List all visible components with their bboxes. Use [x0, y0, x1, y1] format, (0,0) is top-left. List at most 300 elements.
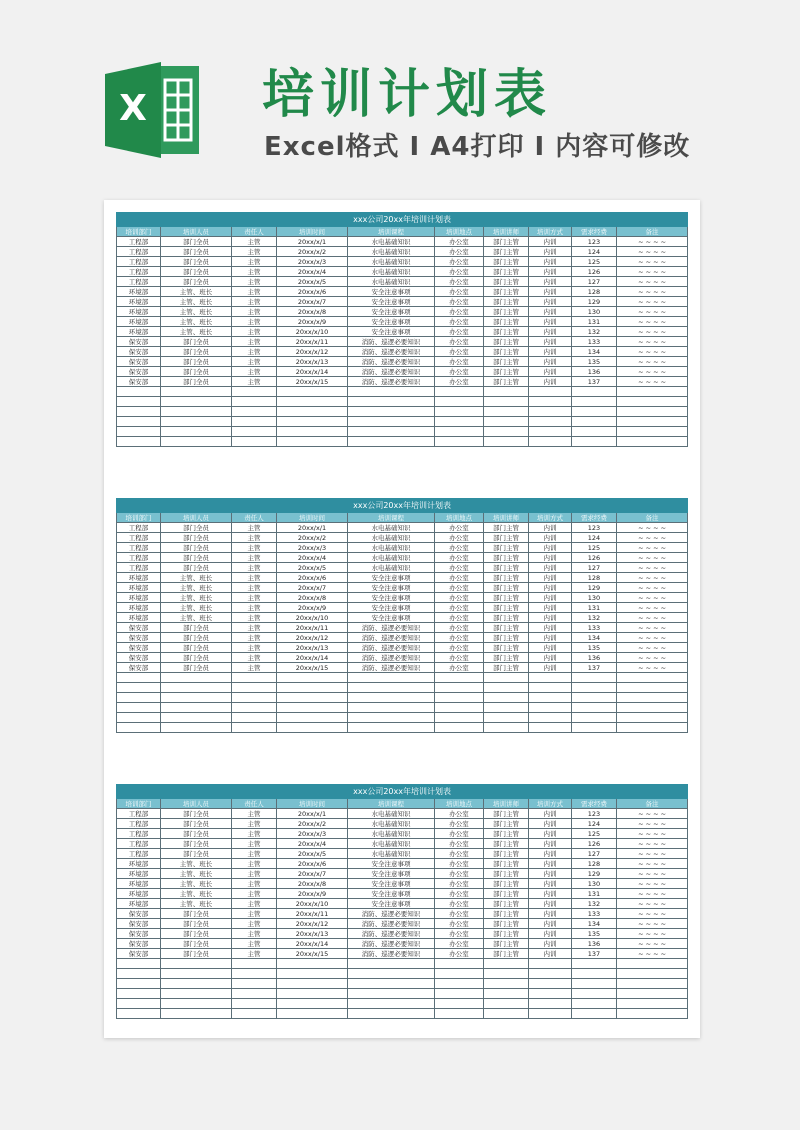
empty-cell[interactable] [484, 407, 529, 417]
table-cell[interactable]: 安全注意事项 [348, 603, 435, 613]
table-cell[interactable]: 20xx/x/9 [277, 603, 348, 613]
empty-cell[interactable] [572, 989, 617, 999]
empty-cell[interactable] [348, 673, 435, 683]
table-cell[interactable]: 部门主管 [484, 909, 529, 919]
table-cell[interactable]: ~ ~ ~ ~ [617, 277, 688, 287]
table-cell[interactable]: 主管 [232, 277, 277, 287]
empty-cell[interactable] [232, 427, 277, 437]
table-cell[interactable]: 主管 [232, 653, 277, 663]
table-cell[interactable]: 部门全员 [161, 367, 232, 377]
table-cell[interactable]: 办公室 [435, 307, 484, 317]
table-cell[interactable]: 132 [572, 613, 617, 623]
empty-cell[interactable] [617, 387, 688, 397]
empty-cell[interactable] [232, 959, 277, 969]
empty-cell[interactable] [348, 417, 435, 427]
table-cell[interactable]: 部门全员 [161, 949, 232, 959]
table-cell[interactable]: 办公室 [435, 663, 484, 673]
table-cell[interactable]: 内训 [529, 929, 572, 939]
table-cell[interactable]: 主管 [232, 889, 277, 899]
table-cell[interactable]: 内训 [529, 367, 572, 377]
table-cell[interactable]: 办公室 [435, 247, 484, 257]
empty-cell[interactable] [572, 387, 617, 397]
empty-cell[interactable] [484, 437, 529, 447]
empty-cell[interactable] [529, 673, 572, 683]
empty-cell[interactable] [232, 979, 277, 989]
table-cell[interactable]: 部门全员 [161, 247, 232, 257]
table-cell[interactable]: 20xx/x/9 [277, 317, 348, 327]
table-cell[interactable]: 主管 [232, 879, 277, 889]
empty-cell[interactable] [435, 427, 484, 437]
table-cell[interactable]: 部门全员 [161, 357, 232, 367]
table-cell[interactable]: 部门主管 [484, 317, 529, 327]
table-cell[interactable]: 环境部 [117, 603, 161, 613]
table-cell[interactable]: 125 [572, 543, 617, 553]
table-cell[interactable]: 20xx/x/7 [277, 297, 348, 307]
table-cell[interactable]: 主管 [232, 307, 277, 317]
table-cell[interactable]: ~ ~ ~ ~ [617, 859, 688, 869]
table-cell[interactable]: 办公室 [435, 819, 484, 829]
empty-cell[interactable] [529, 703, 572, 713]
table-cell[interactable]: 部门主管 [484, 613, 529, 623]
table-cell[interactable]: ~ ~ ~ ~ [617, 603, 688, 613]
empty-cell[interactable] [617, 417, 688, 427]
table-cell[interactable]: 部门主管 [484, 593, 529, 603]
table-cell[interactable]: 工程部 [117, 543, 161, 553]
table-cell[interactable]: 工程部 [117, 819, 161, 829]
empty-cell[interactable] [617, 683, 688, 693]
empty-cell[interactable] [161, 989, 232, 999]
table-cell[interactable]: ~ ~ ~ ~ [617, 839, 688, 849]
table-cell[interactable]: 主管 [232, 267, 277, 277]
table-cell[interactable]: 办公室 [435, 603, 484, 613]
table-cell[interactable]: 水电基础知识 [348, 247, 435, 257]
table-cell[interactable]: 主管、班长 [161, 879, 232, 889]
empty-cell[interactable] [484, 683, 529, 693]
empty-cell[interactable] [117, 683, 161, 693]
table-cell[interactable]: 消防、巡逻必要知识 [348, 663, 435, 673]
table-cell[interactable]: 部门主管 [484, 563, 529, 573]
table-cell[interactable]: 内训 [529, 287, 572, 297]
table-cell[interactable]: 129 [572, 583, 617, 593]
empty-cell[interactable] [117, 397, 161, 407]
table-cell[interactable]: 消防、巡逻必要知识 [348, 367, 435, 377]
table-cell[interactable]: 环境部 [117, 869, 161, 879]
table-cell[interactable]: 124 [572, 247, 617, 257]
table-cell[interactable]: ~ ~ ~ ~ [617, 543, 688, 553]
table-cell[interactable]: 20xx/x/13 [277, 643, 348, 653]
table-cell[interactable]: 内训 [529, 949, 572, 959]
table-cell[interactable]: 20xx/x/3 [277, 543, 348, 553]
table-cell[interactable]: 内训 [529, 523, 572, 533]
table-cell[interactable]: 部门全员 [161, 929, 232, 939]
table-cell[interactable]: 137 [572, 949, 617, 959]
table-cell[interactable]: 部门主管 [484, 297, 529, 307]
empty-cell[interactable] [117, 417, 161, 427]
table-cell[interactable]: 办公室 [435, 377, 484, 387]
table-cell[interactable]: 内训 [529, 819, 572, 829]
table-cell[interactable]: 125 [572, 829, 617, 839]
table-cell[interactable]: ~ ~ ~ ~ [617, 909, 688, 919]
empty-cell[interactable] [435, 673, 484, 683]
table-cell[interactable]: 办公室 [435, 347, 484, 357]
table-cell[interactable]: 保安部 [117, 919, 161, 929]
table-cell[interactable]: 136 [572, 939, 617, 949]
table-cell[interactable]: 20xx/x/15 [277, 663, 348, 673]
table-cell[interactable]: 20xx/x/4 [277, 553, 348, 563]
empty-cell[interactable] [277, 673, 348, 683]
table-cell[interactable]: 部门主管 [484, 919, 529, 929]
empty-cell[interactable] [484, 999, 529, 1009]
empty-cell[interactable] [617, 959, 688, 969]
table-cell[interactable]: ~ ~ ~ ~ [617, 347, 688, 357]
table-cell[interactable]: 20xx/x/6 [277, 287, 348, 297]
empty-cell[interactable] [277, 407, 348, 417]
empty-cell[interactable] [161, 437, 232, 447]
table-cell[interactable]: ~ ~ ~ ~ [617, 633, 688, 643]
empty-cell[interactable] [348, 437, 435, 447]
empty-cell[interactable] [529, 407, 572, 417]
table-cell[interactable]: ~ ~ ~ ~ [617, 889, 688, 899]
empty-cell[interactable] [617, 989, 688, 999]
table-cell[interactable]: ~ ~ ~ ~ [617, 553, 688, 563]
table-cell[interactable]: 环境部 [117, 573, 161, 583]
empty-cell[interactable] [348, 989, 435, 999]
table-cell[interactable]: 部门全员 [161, 663, 232, 673]
table-cell[interactable]: 主管、班长 [161, 307, 232, 317]
table-cell[interactable]: 20xx/x/1 [277, 237, 348, 247]
table-cell[interactable]: 水电基础知识 [348, 849, 435, 859]
table-cell[interactable]: 安全注意事项 [348, 899, 435, 909]
table-cell[interactable]: 133 [572, 909, 617, 919]
table-cell[interactable]: 主管 [232, 929, 277, 939]
table-cell[interactable]: 办公室 [435, 327, 484, 337]
table-cell[interactable]: 部门主管 [484, 247, 529, 257]
table-cell[interactable]: 内训 [529, 297, 572, 307]
table-cell[interactable]: 环境部 [117, 287, 161, 297]
table-cell[interactable]: 内训 [529, 899, 572, 909]
table-cell[interactable]: 部门主管 [484, 307, 529, 317]
empty-cell[interactable] [617, 713, 688, 723]
table-cell[interactable]: ~ ~ ~ ~ [617, 367, 688, 377]
table-cell[interactable]: ~ ~ ~ ~ [617, 849, 688, 859]
table-cell[interactable]: 20xx/x/2 [277, 819, 348, 829]
table-cell[interactable]: 20xx/x/7 [277, 583, 348, 593]
empty-cell[interactable] [484, 959, 529, 969]
table-cell[interactable]: 办公室 [435, 563, 484, 573]
table-cell[interactable]: 保安部 [117, 653, 161, 663]
empty-cell[interactable] [277, 397, 348, 407]
table-cell[interactable]: ~ ~ ~ ~ [617, 287, 688, 297]
table-cell[interactable]: 环境部 [117, 307, 161, 317]
table-cell[interactable]: ~ ~ ~ ~ [617, 237, 688, 247]
empty-cell[interactable] [348, 397, 435, 407]
table-cell[interactable]: 消防、巡逻必要知识 [348, 357, 435, 367]
table-cell[interactable]: 保安部 [117, 357, 161, 367]
table-cell[interactable]: 20xx/x/8 [277, 879, 348, 889]
table-cell[interactable]: ~ ~ ~ ~ [617, 267, 688, 277]
empty-cell[interactable] [277, 417, 348, 427]
table-cell[interactable]: 部门主管 [484, 899, 529, 909]
table-cell[interactable]: 办公室 [435, 909, 484, 919]
empty-cell[interactable] [529, 959, 572, 969]
empty-cell[interactable] [161, 683, 232, 693]
table-cell[interactable]: 办公室 [435, 257, 484, 267]
empty-cell[interactable] [232, 387, 277, 397]
empty-cell[interactable] [484, 427, 529, 437]
table-cell[interactable]: 主管 [232, 357, 277, 367]
table-cell[interactable]: ~ ~ ~ ~ [617, 613, 688, 623]
empty-cell[interactable] [232, 969, 277, 979]
empty-cell[interactable] [529, 979, 572, 989]
empty-cell[interactable] [117, 999, 161, 1009]
table-cell[interactable]: 部门全员 [161, 623, 232, 633]
table-cell[interactable]: ~ ~ ~ ~ [617, 357, 688, 367]
table-cell[interactable]: 办公室 [435, 899, 484, 909]
table-cell[interactable]: 部门主管 [484, 543, 529, 553]
table-cell[interactable]: 内训 [529, 849, 572, 859]
table-cell[interactable]: 保安部 [117, 367, 161, 377]
table-cell[interactable]: ~ ~ ~ ~ [617, 929, 688, 939]
empty-cell[interactable] [232, 673, 277, 683]
empty-cell[interactable] [435, 397, 484, 407]
table-cell[interactable]: 123 [572, 523, 617, 533]
empty-cell[interactable] [617, 979, 688, 989]
table-cell[interactable]: 部门主管 [484, 839, 529, 849]
table-cell[interactable]: 安全注意事项 [348, 613, 435, 623]
table-cell[interactable]: 安全注意事项 [348, 583, 435, 593]
table-cell[interactable]: ~ ~ ~ ~ [617, 317, 688, 327]
empty-cell[interactable] [529, 397, 572, 407]
table-cell[interactable]: 134 [572, 347, 617, 357]
table-cell[interactable]: ~ ~ ~ ~ [617, 879, 688, 889]
table-cell[interactable]: 主管 [232, 563, 277, 573]
table-cell[interactable]: 水电基础知识 [348, 543, 435, 553]
empty-cell[interactable] [529, 693, 572, 703]
table-cell[interactable]: 内训 [529, 563, 572, 573]
table-cell[interactable]: 办公室 [435, 533, 484, 543]
empty-cell[interactable] [277, 979, 348, 989]
empty-cell[interactable] [277, 1009, 348, 1019]
empty-cell[interactable] [117, 407, 161, 417]
empty-cell[interactable] [484, 673, 529, 683]
table-cell[interactable]: 消防、巡逻必要知识 [348, 633, 435, 643]
empty-cell[interactable] [572, 437, 617, 447]
empty-cell[interactable] [572, 713, 617, 723]
table-cell[interactable]: 内训 [529, 909, 572, 919]
table-cell[interactable]: 主管 [232, 909, 277, 919]
empty-cell[interactable] [161, 417, 232, 427]
table-cell[interactable]: 124 [572, 533, 617, 543]
table-cell[interactable]: ~ ~ ~ ~ [617, 663, 688, 673]
table-cell[interactable]: 126 [572, 839, 617, 849]
table-cell[interactable]: 内训 [529, 939, 572, 949]
table-cell[interactable]: 主管 [232, 949, 277, 959]
table-cell[interactable]: 安全注意事项 [348, 307, 435, 317]
table-cell[interactable]: 部门主管 [484, 257, 529, 267]
table-cell[interactable]: ~ ~ ~ ~ [617, 869, 688, 879]
table-cell[interactable]: 部门主管 [484, 869, 529, 879]
table-cell[interactable]: 办公室 [435, 287, 484, 297]
table-cell[interactable]: 工程部 [117, 247, 161, 257]
empty-cell[interactable] [435, 407, 484, 417]
table-cell[interactable]: 内训 [529, 317, 572, 327]
table-cell[interactable]: 内训 [529, 653, 572, 663]
table-cell[interactable]: 内训 [529, 869, 572, 879]
empty-cell[interactable] [435, 387, 484, 397]
table-cell[interactable]: 主管 [232, 633, 277, 643]
table-cell[interactable]: 安全注意事项 [348, 317, 435, 327]
table-cell[interactable]: 主管 [232, 839, 277, 849]
table-cell[interactable]: 部门主管 [484, 859, 529, 869]
table-cell[interactable]: 办公室 [435, 643, 484, 653]
table-cell[interactable]: 内训 [529, 829, 572, 839]
table-cell[interactable]: 内训 [529, 859, 572, 869]
empty-cell[interactable] [117, 989, 161, 999]
table-cell[interactable]: 主管 [232, 859, 277, 869]
empty-cell[interactable] [435, 693, 484, 703]
table-cell[interactable]: 水电基础知识 [348, 267, 435, 277]
table-cell[interactable]: 20xx/x/2 [277, 533, 348, 543]
table-cell[interactable]: 水电基础知识 [348, 829, 435, 839]
table-cell[interactable]: 部门主管 [484, 623, 529, 633]
table-cell[interactable]: 20xx/x/10 [277, 613, 348, 623]
table-cell[interactable]: 部门全员 [161, 849, 232, 859]
empty-cell[interactable] [617, 437, 688, 447]
empty-cell[interactable] [617, 703, 688, 713]
table-cell[interactable]: 办公室 [435, 829, 484, 839]
table-cell[interactable]: 内训 [529, 543, 572, 553]
table-cell[interactable]: 主管 [232, 869, 277, 879]
empty-cell[interactable] [348, 713, 435, 723]
table-cell[interactable]: 部门全员 [161, 533, 232, 543]
table-cell[interactable]: 20xx/x/10 [277, 327, 348, 337]
table-cell[interactable]: 内训 [529, 257, 572, 267]
table-cell[interactable]: 消防、巡逻必要知识 [348, 939, 435, 949]
table-cell[interactable]: ~ ~ ~ ~ [617, 533, 688, 543]
table-cell[interactable]: 部门主管 [484, 533, 529, 543]
empty-cell[interactable] [617, 723, 688, 733]
table-cell[interactable]: 保安部 [117, 909, 161, 919]
table-cell[interactable]: 主管 [232, 593, 277, 603]
empty-cell[interactable] [572, 683, 617, 693]
table-cell[interactable]: 主管、班长 [161, 859, 232, 869]
empty-cell[interactable] [572, 999, 617, 1009]
empty-cell[interactable] [435, 683, 484, 693]
table-cell[interactable]: 水电基础知识 [348, 809, 435, 819]
empty-cell[interactable] [435, 1009, 484, 1019]
empty-cell[interactable] [232, 1009, 277, 1019]
empty-cell[interactable] [484, 417, 529, 427]
table-cell[interactable]: 水电基础知识 [348, 237, 435, 247]
table-cell[interactable]: 工程部 [117, 277, 161, 287]
table-cell[interactable]: 部门主管 [484, 633, 529, 643]
table-cell[interactable]: 主管、班长 [161, 297, 232, 307]
table-cell[interactable]: 主管 [232, 603, 277, 613]
table-cell[interactable]: 130 [572, 879, 617, 889]
table-cell[interactable]: ~ ~ ~ ~ [617, 523, 688, 533]
table-cell[interactable]: 安全注意事项 [348, 869, 435, 879]
table-cell[interactable]: 130 [572, 593, 617, 603]
table-cell[interactable]: 20xx/x/11 [277, 337, 348, 347]
empty-cell[interactable] [161, 959, 232, 969]
table-cell[interactable]: 主管 [232, 919, 277, 929]
table-cell[interactable]: 部门全员 [161, 633, 232, 643]
empty-cell[interactable] [617, 397, 688, 407]
empty-cell[interactable] [348, 387, 435, 397]
table-cell[interactable]: 主管、班长 [161, 583, 232, 593]
table-cell[interactable]: 办公室 [435, 583, 484, 593]
table-cell[interactable]: 主管 [232, 643, 277, 653]
table-cell[interactable]: 保安部 [117, 347, 161, 357]
table-cell[interactable]: 保安部 [117, 377, 161, 387]
table-cell[interactable]: 内训 [529, 533, 572, 543]
table-cell[interactable]: 129 [572, 869, 617, 879]
table-cell[interactable]: 消防、巡逻必要知识 [348, 643, 435, 653]
table-cell[interactable]: 133 [572, 623, 617, 633]
table-cell[interactable]: 内训 [529, 307, 572, 317]
table-cell[interactable]: 工程部 [117, 829, 161, 839]
table-cell[interactable]: 部门主管 [484, 829, 529, 839]
table-cell[interactable]: 办公室 [435, 809, 484, 819]
table-cell[interactable]: 部门主管 [484, 287, 529, 297]
table-cell[interactable]: 部门全员 [161, 563, 232, 573]
table-cell[interactable]: 主管 [232, 337, 277, 347]
table-cell[interactable]: 安全注意事项 [348, 297, 435, 307]
table-cell[interactable]: 工程部 [117, 267, 161, 277]
empty-cell[interactable] [529, 417, 572, 427]
table-cell[interactable]: 126 [572, 553, 617, 563]
table-cell[interactable]: 内训 [529, 327, 572, 337]
table-cell[interactable]: 保安部 [117, 939, 161, 949]
table-cell[interactable]: 部门主管 [484, 347, 529, 357]
table-cell[interactable]: 主管 [232, 377, 277, 387]
table-cell[interactable]: 主管、班长 [161, 899, 232, 909]
table-cell[interactable]: 主管 [232, 819, 277, 829]
table-cell[interactable]: 保安部 [117, 949, 161, 959]
table-cell[interactable]: 工程部 [117, 839, 161, 849]
empty-cell[interactable] [117, 1009, 161, 1019]
table-cell[interactable]: 内训 [529, 357, 572, 367]
table-cell[interactable]: 20xx/x/14 [277, 367, 348, 377]
empty-cell[interactable] [484, 703, 529, 713]
table-cell[interactable]: 123 [572, 809, 617, 819]
empty-cell[interactable] [435, 703, 484, 713]
table-cell[interactable]: ~ ~ ~ ~ [617, 643, 688, 653]
table-cell[interactable]: 127 [572, 277, 617, 287]
table-cell[interactable]: 安全注意事项 [348, 573, 435, 583]
empty-cell[interactable] [117, 437, 161, 447]
table-cell[interactable]: 部门主管 [484, 929, 529, 939]
table-cell[interactable]: 136 [572, 367, 617, 377]
empty-cell[interactable] [161, 713, 232, 723]
table-cell[interactable]: 办公室 [435, 879, 484, 889]
empty-cell[interactable] [484, 693, 529, 703]
table-cell[interactable]: 部门主管 [484, 889, 529, 899]
empty-cell[interactable] [484, 723, 529, 733]
empty-cell[interactable] [232, 989, 277, 999]
table-cell[interactable]: 水电基础知识 [348, 533, 435, 543]
table-cell[interactable]: 消防、巡逻必要知识 [348, 337, 435, 347]
table-cell[interactable]: ~ ~ ~ ~ [617, 257, 688, 267]
table-cell[interactable]: 工程部 [117, 553, 161, 563]
table-cell[interactable]: 保安部 [117, 929, 161, 939]
table-cell[interactable]: 20xx/x/8 [277, 593, 348, 603]
table-cell[interactable]: 部门主管 [484, 939, 529, 949]
empty-cell[interactable] [572, 979, 617, 989]
empty-cell[interactable] [348, 979, 435, 989]
table-cell[interactable]: 办公室 [435, 889, 484, 899]
table-cell[interactable]: 环境部 [117, 317, 161, 327]
